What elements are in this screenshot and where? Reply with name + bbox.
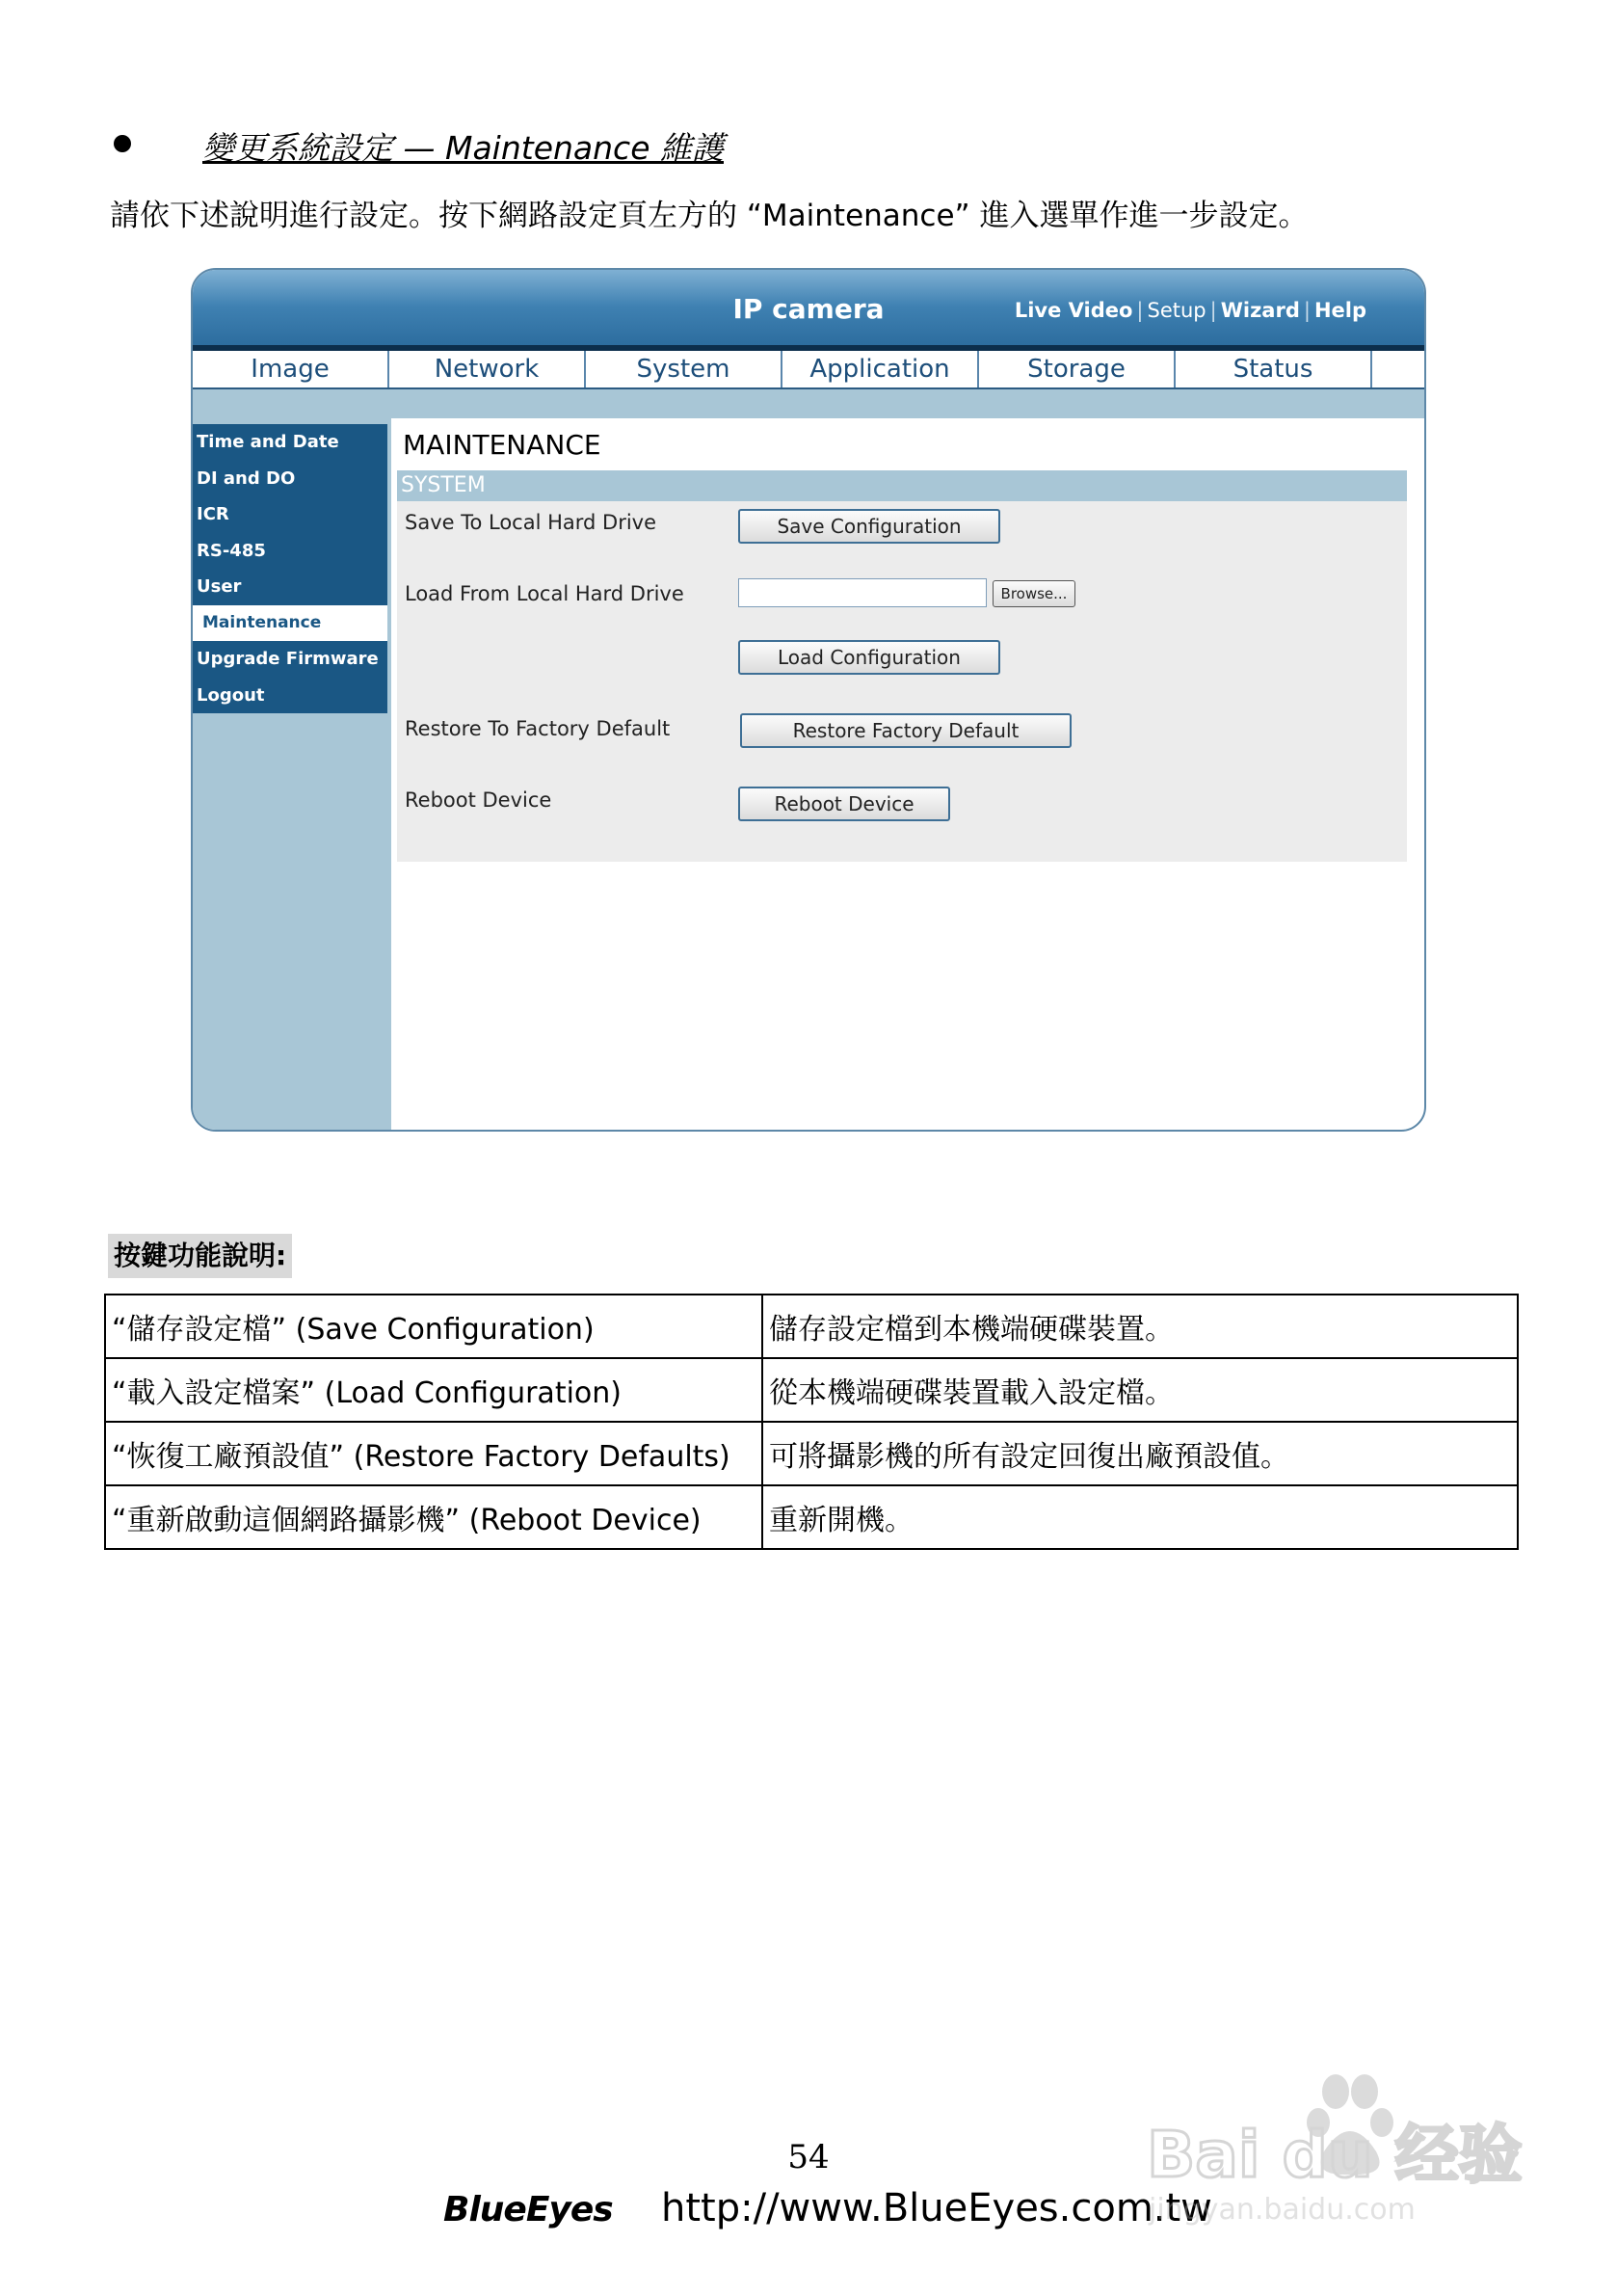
sidebar-item-user[interactable]: User: [193, 569, 387, 605]
table-row: [105, 1295, 1518, 1358]
tab-status[interactable]: Status: [1176, 351, 1372, 387]
sidebar-item-rs485[interactable]: RS-485: [193, 533, 387, 570]
load-row-label: Load From Local Hard Drive: [405, 582, 684, 605]
load-configuration-button[interactable]: Load Configuration: [738, 640, 1000, 675]
table-cell-description: 重新開機。: [762, 1485, 1518, 1549]
intro-text: 請依下述說明進行設定。按下網路設定頁左方的 “Maintenance” 進入選單作進一步設定。: [110, 199, 1309, 233]
sidebar-item-icr[interactable]: ICR: [193, 496, 387, 533]
link-live-video[interactable]: Live Video: [1014, 299, 1133, 322]
restore-row-label: Restore To Factory Default: [405, 717, 671, 740]
table-cell-description: 從本機端硬碟裝置載入設定檔。: [762, 1358, 1518, 1422]
table-row: [105, 1422, 1518, 1485]
watermark-subtext: jingyan.baidu.com: [1149, 2193, 1416, 2227]
tab-system[interactable]: System: [586, 351, 782, 387]
link-setup[interactable]: Setup: [1147, 299, 1206, 322]
sidebar-menu: [193, 424, 387, 713]
sidebar-item-time-and-date[interactable]: Time and Date: [193, 424, 387, 461]
file-path-input[interactable]: [738, 578, 987, 607]
link-wizard[interactable]: Wizard: [1220, 299, 1300, 322]
table-row: [105, 1358, 1518, 1422]
top-links: Live Video | Setup | Wizard | Help: [1014, 299, 1366, 322]
browse-button[interactable]: Browse...: [993, 580, 1075, 607]
header-strip: [193, 389, 1424, 418]
section-heading: 變更系統設定 — Maintenance 維護: [202, 129, 724, 167]
baidu-watermark-logo: [1147, 2063, 1523, 2227]
key-functions-title: 按鍵功能說明:: [108, 1234, 292, 1278]
table-cell-function: “恢復工廠預設值” (Restore Factory Defaults): [105, 1422, 762, 1485]
sidebar-item-logout[interactable]: Logout: [193, 678, 387, 714]
tab-image[interactable]: Image: [193, 351, 389, 387]
save-configuration-button[interactable]: Save Configuration: [738, 509, 1000, 544]
bullet-dot: [114, 135, 131, 152]
sidebar-item-upgrade-firmware[interactable]: Upgrade Firmware: [193, 641, 387, 678]
sidebar-item-maintenance[interactable]: Maintenance: [193, 605, 387, 642]
table-row: [105, 1485, 1518, 1549]
ip-camera-screenshot: [191, 268, 1426, 1132]
section-bar-system: SYSTEM: [397, 470, 1407, 501]
save-row-label: Save To Local Hard Drive: [405, 511, 657, 534]
link-help[interactable]: Help: [1313, 299, 1366, 322]
table-cell-function: “重新啟動這個網路攝影機” (Reboot Device): [105, 1485, 762, 1549]
tab-bar: [193, 351, 1424, 389]
reboot-row-label: Reboot Device: [405, 788, 552, 812]
page-number: 54: [787, 2138, 830, 2176]
tab-storage[interactable]: Storage: [979, 351, 1176, 387]
sidebar-item-di-and-do[interactable]: DI and DO: [193, 461, 387, 497]
reboot-device-button[interactable]: Reboot Device: [738, 787, 950, 821]
table-cell-function: “儲存設定檔” (Save Configuration): [105, 1295, 762, 1358]
key-functions-table: [104, 1294, 1519, 1550]
watermark-text: Bai du 经验: [1147, 2118, 1523, 2192]
page-title: MAINTENANCE: [403, 429, 601, 461]
brand-logo: BlueEyes: [443, 2190, 613, 2229]
restore-factory-default-button[interactable]: Restore Factory Default: [740, 713, 1072, 748]
camera-header: [193, 270, 1424, 351]
table-cell-description: 儲存設定檔到本機端硬碟裝置。: [762, 1295, 1518, 1358]
table-cell-description: 可將攝影機的所有設定回復出廠預設值。: [762, 1422, 1518, 1485]
brand-url: http://www.BlueEyes.com.tw: [661, 2186, 1212, 2230]
camera-title: IP camera: [732, 293, 885, 325]
tab-network[interactable]: Network: [389, 351, 586, 387]
table-cell-function: “載入設定檔案” (Load Configuration): [105, 1358, 762, 1422]
tab-application[interactable]: Application: [782, 351, 979, 387]
